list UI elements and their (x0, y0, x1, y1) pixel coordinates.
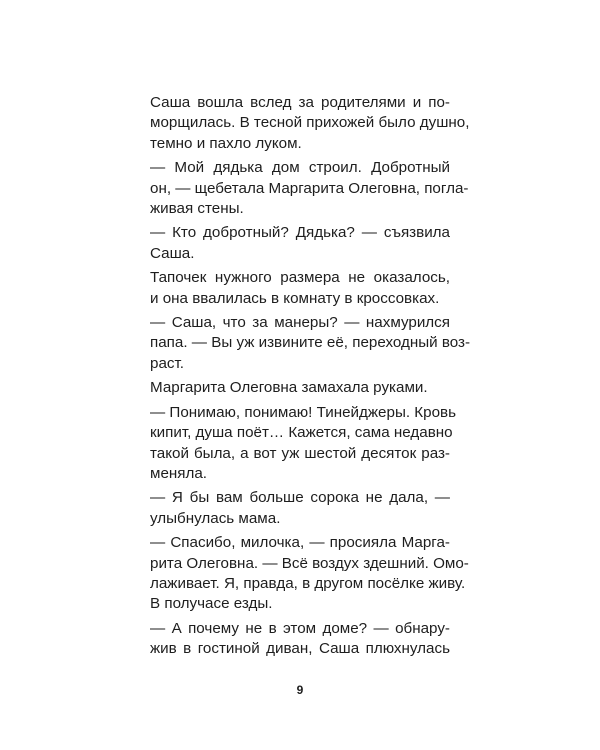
text-line: папа. — Вы уж извините её, переходный воз- (150, 334, 471, 352)
text-line: кипит, душа поёт… Кажется, сама недавно (150, 424, 453, 442)
text-line: живая стены. (150, 200, 244, 218)
paragraph (150, 533, 469, 615)
text-line: — Понимаю, понимаю! Тинейджеры. Кровь (150, 403, 457, 421)
text-line: раст. (150, 354, 184, 372)
text-line: темно и пахло луком. (150, 134, 302, 152)
paragraph (150, 488, 450, 529)
paragraph (150, 403, 457, 485)
paragraph (150, 313, 471, 374)
paragraph (150, 223, 450, 264)
text-line: — Мой дядька дом строил. Добротный (150, 159, 450, 177)
text-line: — Саша, что за манеры? — нахмурился (150, 314, 450, 332)
text-line: он, — щебетала Маргарита Олеговна, погла- (150, 179, 469, 197)
paragraph (150, 93, 470, 154)
text-line: рита Олеговна. — Всё воздух здешний. Омо- (150, 554, 469, 572)
paragraph (150, 619, 450, 660)
text-line: Маргарита Олеговна замахала руками. (150, 379, 428, 397)
text-line: меняла. (150, 464, 208, 482)
text-line: — Спасибо, милочка, — просияла Марга- (150, 534, 450, 552)
text-line: В получасе езды. (150, 595, 273, 613)
page-number: 9 (296, 683, 304, 697)
text-line: и она ввалилась в комнату в кроссовках. (150, 289, 440, 307)
text-line: — А почему не в этом доме? — обнару- (150, 619, 450, 637)
text-line: улыбнулась мама. (150, 509, 281, 527)
text-line: Саша вошла вслед за родителями и по- (150, 94, 450, 111)
body-text (150, 93, 471, 660)
text-line: Саша. (150, 244, 195, 262)
text-line: такой была, а вот уж шестой десяток раз- (150, 444, 450, 462)
paragraph (150, 158, 469, 219)
text-line: — Кто добротный? Дядька? — съязвила (150, 224, 450, 242)
paragraph (150, 268, 450, 309)
text-line: морщилась. В тесной прихожей было душно, (150, 114, 470, 132)
paragraph (150, 378, 450, 398)
text-line: лаживает. Я, правда, в другом посёлке живу. (150, 574, 466, 592)
text-line: жив в гостиной диван, Саша плюхнулась (150, 640, 450, 658)
text-line: Тапочек нужного размера не оказалось, (150, 269, 450, 287)
text-line: — Я бы вам больше сорока не дала, — (150, 489, 450, 507)
